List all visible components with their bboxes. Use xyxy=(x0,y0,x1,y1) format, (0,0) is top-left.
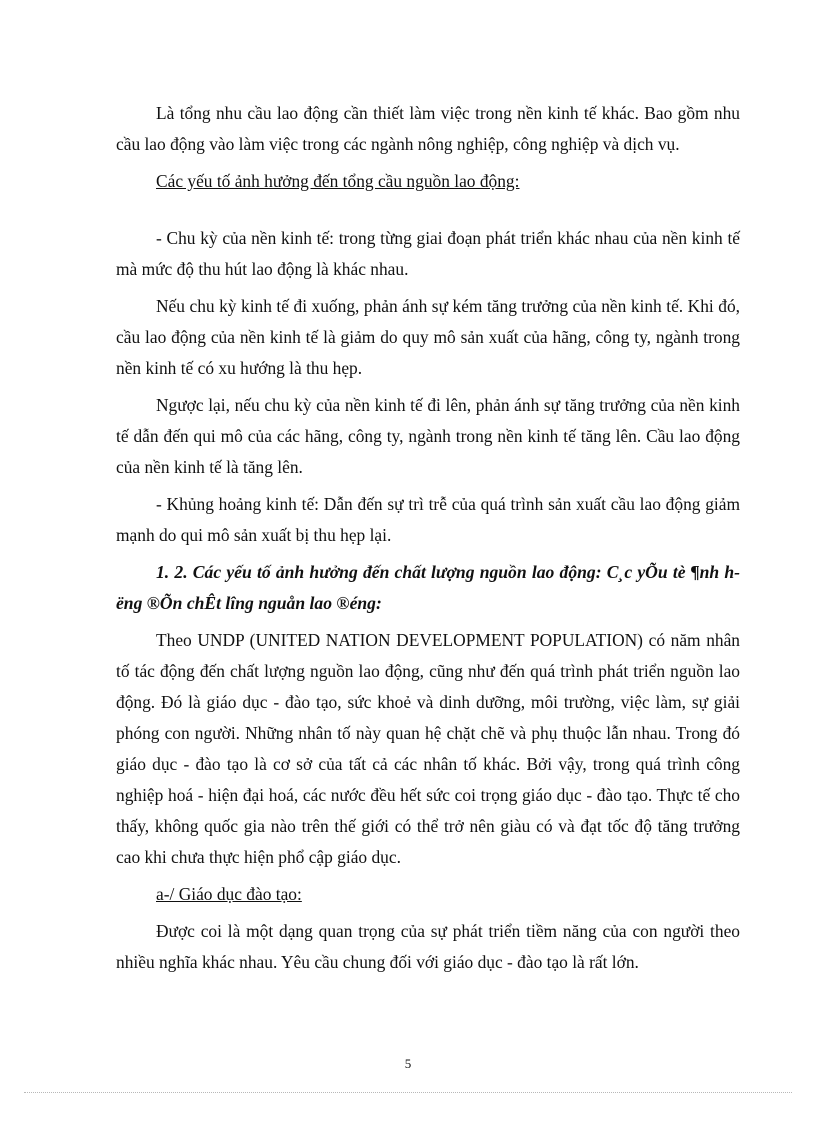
paragraph-downturn: Nếu chu kỳ kinh tế đi xuống, phản ánh sự kém tăng trưởng của nền kinh tế. Khi đó, cầu lao động của nền kinh tế là giảm do quy mô sản xuất của hãng, công ty, ngành trong nền kinh tế có xu hướng là thu hẹp. xyxy=(116,296,740,378)
section-heading-quality-factors: 1. 2. Các yếu tố ảnh hưởng đến chất lượng nguồn lao động: C¸c yÕu tè ¶nh hëng ®Õn chÊt lîng nguån lao ®éng: xyxy=(116,562,740,613)
paragraph-education: Được coi là một dạng quan trọng của sự phát triển tiềm năng của con người theo nhiều nghĩa khác nhau. Yêu cầu chung đối với giáo dục - đào tạo là rất lớn. xyxy=(116,921,740,972)
document-body xyxy=(116,98,740,984)
paragraph-economic-crisis: - Khủng hoảng kinh tế: Dẫn đến sự trì trễ của quá trình sản xuất cầu lao động giảm mạnh do qui mô sản xuất bị thu hẹp lại. xyxy=(116,494,740,545)
subheading-education: a-/ Giáo dục đào tạo: xyxy=(156,884,302,904)
page-footer-divider xyxy=(24,1092,792,1093)
paragraph-undp: Theo UNDP (UNITED NATION DEVELOPMENT POPULATION) có năm nhân tố tác động đến chất lượng nguồn lao động, cũng như đến quá trình phát triển nguồn lao động. Đó là giáo dục - đào tạo, sức khoẻ và dinh dưỡng, môi trường, việc làm, sự giải phóng con người. Những nhân tố này quan hệ chặt chẽ và phụ thuộc lẫn nhau. Trong đó giáo dục - đào tạo là cơ sở của tất cả các nhân tố khác. Bởi vậy, trong quá trình công nghiệp hoá - hiện đại hoá, các nước đều hết sức coi trọng giáo dục - đào tạo. Thực tế cho thấy, không quốc gia nào trên thế giới có thể trở nên giàu có và đạt tốc độ tăng trưởng cao khi chưa thực hiện phổ cập giáo dục. xyxy=(116,630,740,867)
paragraph-total-labor-demand: Là tổng nhu cầu lao động cần thiết làm việc trong nền kinh tế khác. Bao gồm nhu cầu lao động vào làm việc trong các ngành nông nghiệp, công nghiệp và dịch vụ. xyxy=(116,103,740,154)
page-number: 5 xyxy=(404,1056,412,1071)
paragraph-upturn: Ngược lại, nếu chu kỳ của nền kinh tế đi lên, phản ánh sự tăng trưởng của nền kinh tế dẫn đến qui mô của các hãng, công ty, ngành trong nền kinh tế tăng lên. Cầu lao động của nền kinh tế là tăng lên. xyxy=(116,395,740,477)
paragraph-economic-cycle: - Chu kỳ của nền kinh tế: trong từng giai đoạn phát triển khác nhau của nền kinh tế mà mức độ thu hút lao động là khác nhau. xyxy=(116,228,740,279)
subheading-demand-factors: Các yếu tố ảnh hưởng đến tổng cầu nguồn lao động: xyxy=(156,171,520,191)
